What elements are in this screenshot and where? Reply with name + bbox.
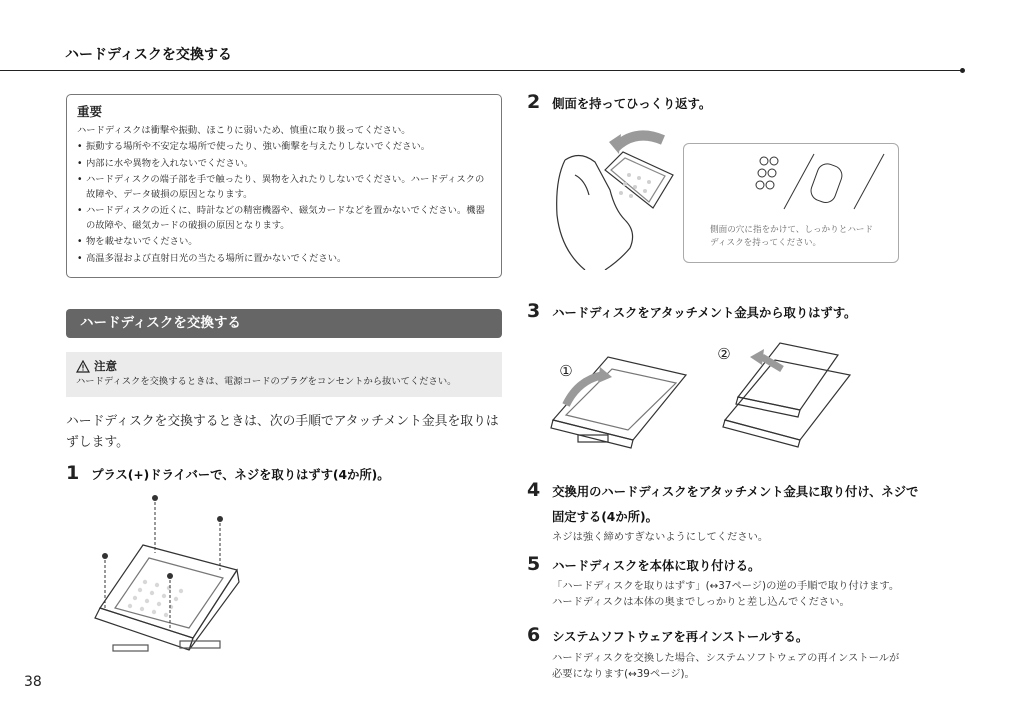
step-1: [66, 462, 390, 484]
important-item: • ハードディスクの近くに、時計などの精密機器や、磁気カードなどを置かないでください。機器の故障や、磁気カードの破損の原因となります。: [77, 204, 491, 233]
important-item: • 物を載せないでください。: [77, 235, 491, 250]
step-title: 交換用のハードディスクをアタッチメント金具に取り付け、ネジで: [552, 485, 919, 499]
step-title: ハードディスクをアタッチメント金具から取りはずす。: [552, 306, 857, 320]
step-2: [527, 91, 711, 113]
step-3: [527, 300, 856, 322]
important-intro: ハードディスクは衝撃や振動、ほこりに弱いため、慎重に取り扱ってください。: [77, 125, 411, 136]
important-item: • 振動する場所や不安定な場所で使ったり、強い衝撃を与えたりしないでください。: [77, 140, 491, 155]
important-item: • 高温多湿および直射日光の当たる場所に置かないでください。: [77, 252, 491, 267]
page-header-title: ハードディスクを交換する: [65, 47, 232, 63]
step-5: [527, 553, 977, 610]
step-body-line: ハードディスクは本体の奥までしっかりと差し込んでください。: [552, 596, 850, 608]
step-6: [527, 624, 977, 682]
step-number: 3: [527, 300, 541, 322]
step-title: ハードディスクを本体に取り付ける。: [552, 559, 761, 573]
important-item: • 内部に水や異物を入れないでください。: [77, 157, 491, 172]
step-title: 側面を持ってひっくり返す。: [552, 97, 712, 111]
header-rule-dot: [960, 68, 965, 73]
marker-1: ①: [559, 362, 573, 380]
step-title: プラス(+)ドライバーで、ネジを取りはずす(4か所)。: [91, 468, 390, 482]
step-4: [527, 479, 977, 545]
important-title: 重要: [77, 104, 103, 119]
step-title: システムソフトウェアを再インストールする。: [552, 630, 809, 644]
header-rule: [0, 70, 962, 71]
caution-heading: [76, 358, 492, 374]
step-body-line: 必要になります(↔39ページ)。: [552, 668, 695, 680]
caution-text: ハードディスクを交換するときは、電源コードのプラグをコンセントから抜いてください。: [76, 376, 457, 387]
lead-paragraph: ハードディスクを交換するときは、次の手順でアタッチメント金具を取りはずします。: [66, 414, 499, 450]
important-list: [77, 140, 491, 266]
step-body-line: 「ハードディスクを取りはずす」(↔37ページ)の逆の手順で取り付けます。: [552, 580, 900, 592]
step-body-line: ハードディスクを交換した場合、システムソフトウェアの再インストールが: [552, 652, 900, 664]
marker-2: ②: [717, 345, 731, 363]
step-number: 4: [527, 479, 541, 501]
flip-hand-illustration: [545, 120, 685, 270]
important-item: • ハードディスクの端子部を手で触ったり、異物を入れたりしないでください。ハードディスクの故障や、データ破損の原因となります。: [77, 173, 491, 202]
section-heading: ハードディスクを交換する: [66, 309, 502, 338]
caution-box: [66, 352, 502, 397]
finger-hole-illustration: [744, 149, 894, 219]
bracket-screws-illustration: [85, 490, 245, 660]
callout-box: [683, 143, 899, 263]
remove-disk-illustration-2: [720, 335, 860, 450]
step-number: 6: [527, 624, 541, 646]
caution-title: 注意: [94, 359, 117, 373]
step-body: ネジは強く締めすぎないようにしてください。: [552, 531, 769, 543]
page-number: 38: [24, 674, 42, 690]
step-number: 1: [66, 462, 80, 484]
warning-icon: [76, 360, 90, 373]
step-number: 5: [527, 553, 541, 575]
step-number: 2: [527, 91, 541, 113]
callout-caption: 側面の穴に指をかけて、しっかりとハードディスクを持ってください。: [710, 225, 874, 248]
step-title-continued: 固定する(4か所)。: [552, 510, 658, 524]
important-box: [66, 94, 502, 278]
